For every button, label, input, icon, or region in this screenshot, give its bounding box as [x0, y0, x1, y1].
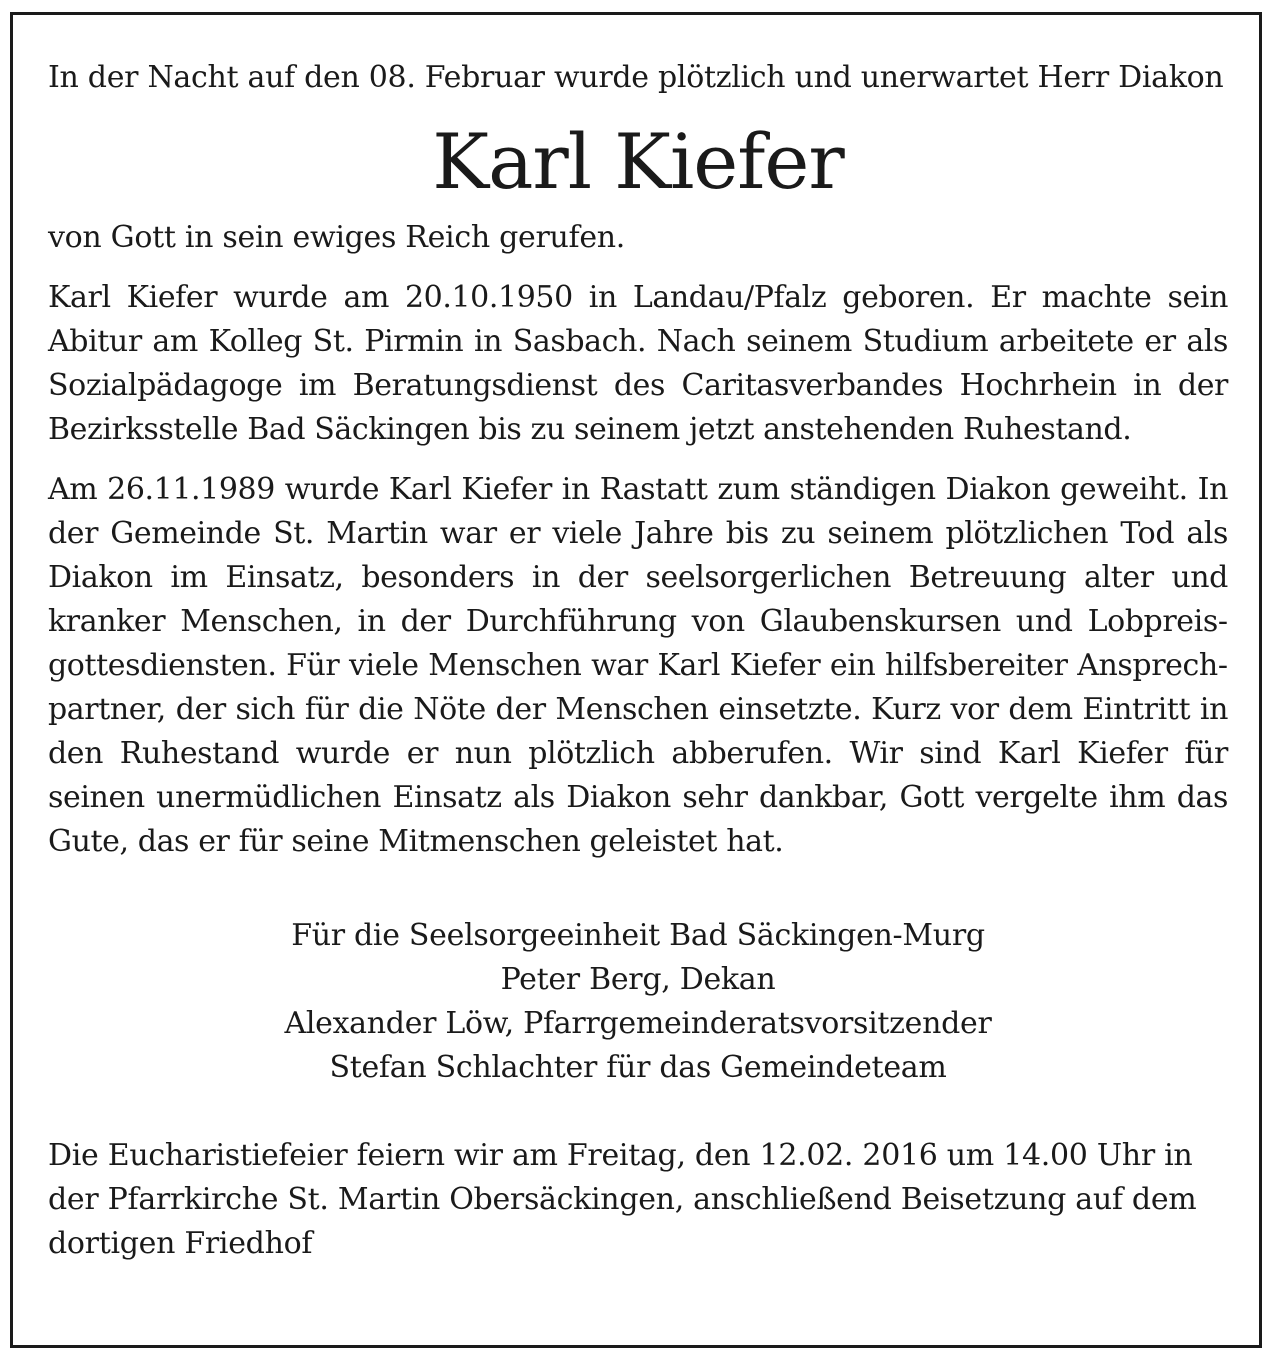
service-details: Die Eucharistiefeier feiern wir am Freitag, den 12.02. 2016 um 14.00 Uhr in der Pfarrkirche St. Martin Obersäckingen, anschließend Beisetzung auf dem dortigen Friedhof: [48, 1138, 1197, 1261]
signer-line: Peter Berg, Dekan: [500, 962, 776, 997]
signer-line: Stefan Schlachter für das Gemeindeteam: [329, 1050, 947, 1085]
biography-paragraph: Karl Kiefer wurde am 20.10.1950 in Landau/Pfalz geboren. Er machte sein Abitur am Kolleg St. Pirmin in Sasbach. Nach seinem Studium arbeitete er als Sozialpädagoge im Beratungsdienst des Caritasverbandes Hochrhein in der Bezirksstelle Bad Säckingen bis zu seinem jetzt anstehenden Ruhestand.: [48, 280, 1228, 447]
intro-text: In der Nacht auf den 08. Februar wurde plötzlich und unerwartet Herr Diakon: [48, 60, 1224, 95]
signer-line: Für die Seelsorgeeinheit Bad Säckingen-Murg: [291, 918, 985, 953]
signer-line: Alexander Löw, Pfarrgemeinderatsvorsitzender: [284, 1006, 992, 1041]
deceased-name: Karl Kiefer: [432, 117, 844, 206]
signers-block: [48, 914, 1228, 1090]
obituary-notice: [48, 56, 1228, 1266]
called-text: von Gott in sein ewiges Reich gerufen.: [48, 220, 626, 255]
ministry-paragraph: Am 26.11.1989 wurde Karl Kiefer in Rastatt zum ständigen Diakon geweiht. In der Gemeinde St. Martin war er viele Jahre bis zu seinem plötzlichen Tod als Diakon im Einsatz, besonders in der seelsorgerlichen Betreuung alter und kranker Menschen, in der Durchführung von Glaubenskursen und Lobpreisgottesdiensten. Für viele Menschen war Karl Kiefer ein hilfsbereiter Ansprechpartner, der sich für die Nöte der Menschen einsetzte. Kurz vor dem Eintritt in den Ruhestand wurde er nun plötzlich abberufen. Wir sind Karl Kiefer für seinen unermüdlichen Einsatz als Diakon sehr dankbar, Gott vergelte ihm das Gute, das er für seine Mitmenschen geleistet hat.: [48, 472, 1228, 859]
